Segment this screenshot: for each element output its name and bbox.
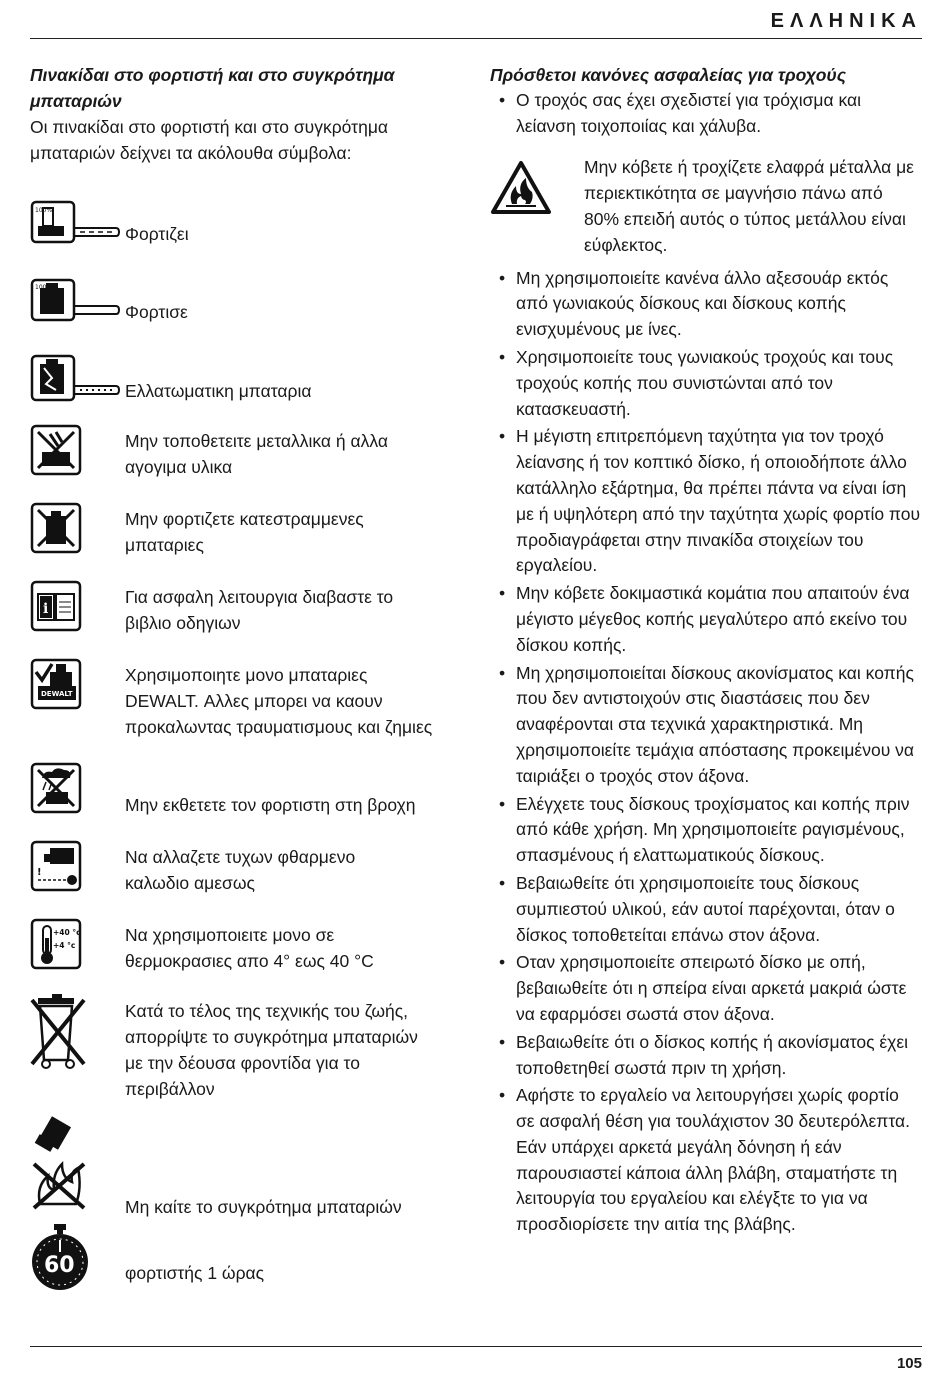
dewalt-battery-only-icon [30, 658, 82, 710]
symbol-text-charging: Φορτιζει [125, 224, 189, 244]
list-item: • Βεβαιωθείτε ότι χρησιμοποιείτε τους δίσκους συμπιεστού υλικού, εάν αυτοί παρέχονται, όταν ο δίσκος τοποθετείται επάνω στον άξονα. [490, 871, 922, 948]
footer-rule [30, 1346, 922, 1347]
charged-icon [30, 278, 120, 322]
symbol-text-no-metal: Μην τοποθετειτε μεταλλικα ή αλλα αγογιμα υλικα [125, 431, 388, 477]
list-item: • Αφήστε το εργαλείο να λειτουργήσει χωρίς φορτίο σε ασφαλή θέση για τουλάχιστον 30 δευτερόλεπτα. Εάν υπάρχει αρκετά μεγάλη δόνηση ή εάν παρουσιαστεί κάποια άλλη βλάβη, σταματήστε τη λειτουργία του εργαλείου και ελέγξτε το για να προσδιορίσετε την αιτία της βλάβης. [490, 1083, 922, 1238]
symbol-text-no-damaged: Μην φορτιζετε κατεστραμμενες μπαταριες [125, 509, 364, 555]
symbol-text-bin: Κατά το τέλος της τεχνικής του ζωής, απορρίψτε το συγκρότημα μπαταριών με την δέουσα φροντίδα για το περιβάλλον [125, 1001, 418, 1099]
svg-text:!: ! [37, 867, 42, 878]
symbol-text-dewalt-only: Χρησιμοποιητε μονο μπαταριες DEWALT. Αλλες μπορει να καουν προκαλωντας τραυματισμους και ζημιες [125, 665, 433, 737]
no-fire-icon [30, 1112, 90, 1212]
svg-text:100%: 100% [35, 207, 53, 214]
list-item: • Ο τροχός σας έχει σχεδιστεί για τρόχισμα και λείανση τοιχοποιίας και χάλυβα. [490, 88, 922, 140]
flammable-warning [490, 158, 922, 270]
safety-bullet-list [490, 266, 922, 1238]
symbol-text-timer: φορτιστής 1 ώρας [125, 1263, 265, 1283]
symbol-text-no-fire: Μη καίτε το συγκρότημα μπαταριών [125, 1197, 402, 1217]
temperature-range-icon [30, 918, 82, 970]
charging-icon [30, 200, 120, 244]
symbols-intro: Οι πινακίδαι στο φορτιστή και στο συγκρότημα μπαταριών δείχνει τα ακόλουθα σύμβολα: [30, 117, 389, 163]
symbols-heading: Πινακίδαι στο φορτιστή και στο συγκρότημα μπαταριών [30, 65, 395, 111]
list-item: • Η μέγιστη επιτρεπόμενη ταχύτητα για τον τροχό λείανσης ή τον κοπτικό δίσκο, ή οποιοδήποτε άλλο κατάλληλο εξάρτημα, θα πρέπει πάντα να είναι ίση με ή υψηλότερη από την ταχύτητα χωρίς φορτίο που προδιαγράφεται στην πινακίδα στοιχείων του εργαλείου. [490, 424, 922, 579]
defective-battery-icon [30, 354, 120, 402]
page-number: 105 [896, 1355, 922, 1372]
no-metal-objects-icon [30, 424, 82, 476]
symbol-text-defective: Ελλατωματικη μπαταρια [125, 381, 312, 401]
list-item: • Μη χρησιμοποιείται δίσκους ακονίσματος και κοπής που δεν αντιστοιχούν στις διαστάσεις που δεν αναφέρονται στα τεχνικά χαρακτηριστικά. Μη χρησιμοποιείτε τεμάχια απόστασης προκειμένου να ταιριάξει ο τροχός στον άξονα. [490, 661, 922, 790]
symbol-text-rain: Μην εκθετετε τον φορτιστη στη βροχη [125, 795, 416, 815]
page-language-header: ΕΛΛΗΝΙΚΑ [770, 10, 922, 32]
read-manual-icon [30, 580, 82, 632]
list-item: • Μην κόβετε δοκιμαστικά κομάτια που απαιτούν ένα μέγιστο μέγεθος κοπής μεγαλύτερο από εκείνο του δίσκου κοπής. [490, 581, 922, 658]
no-rain-icon [30, 762, 82, 814]
list-item: • Οταν χρησιμοποιείτε σπειρωτό δίσκο με οπή, βεβαιωθείτε ότι η σπείρα είναι αρκετά μακριά ώστε να εφαρμόσει σωστά στον άξονα. [490, 950, 922, 1027]
left-column [30, 62, 470, 1283]
symbol-text-cord: Να αλλαζετε τυχων φθαρμενο καλωδιο αμεσως [125, 847, 356, 893]
list-item: • Μη χρησιμοποιείτε κανένα άλλο αξεσουάρ εκτός από γωνιακούς δίσκους και δίσκους κοπής ενισχυμένους με ίνες. [490, 266, 922, 343]
svg-text:i: i [43, 601, 49, 617]
svg-text:+40 °c: +40 °c [53, 928, 81, 937]
crossed-bin-icon [30, 992, 86, 1072]
symbol-text-manual: Για ασφαλη λειτουργια διαβαστε το βιβλιο οδηγιων [125, 587, 394, 633]
flammable-warning-icon [490, 160, 552, 216]
header-rule [30, 38, 922, 39]
right-column [490, 62, 922, 1240]
list-item: • Ελέγχετε τους δίσκους τροχίσματος και κοπής πριν από κάθε χρήση. Μη χρησιμοποιείτε ραγισμένους, σπασμένους ή ελαττωματικούς δίσκους. [490, 792, 922, 869]
symbol-text-charged: Φορτισε [125, 302, 188, 322]
svg-text:DEWALT: DEWALT [41, 690, 73, 698]
replace-cord-icon [30, 840, 82, 892]
first-bullet-list [490, 88, 922, 140]
svg-text:+4 °c: +4 °c [53, 941, 76, 950]
list-item: • Βεβαιωθείτε ότι ο δίσκος κοπής ή ακονίσματος έχει τοποθετηθεί σωστά πριν τη χρήση. [490, 1030, 922, 1082]
symbol-text-temperature: Να χρησιμοποιειτε μονο σε θερμοκρασιες απο 4° εως 40 °C [125, 925, 374, 971]
no-damaged-battery-icon [30, 502, 82, 554]
grinder-safety-heading: Πρόσθετοι κανόνες ασφαλείας για τροχούς [490, 65, 847, 85]
list-item: • Χρησιμοποιείτε τους γωνιακούς τροχούς και τους τροχούς κοπής που συνιστώνται από τον κατασκευαστή. [490, 345, 922, 422]
flammable-warning-text: Μην κόβετε ή τροχίζετε ελαφρά μέταλλα με περιεκτικότητα σε μαγνήσιο πάνω από 80% επειδή αυτός ο τύπος μετάλλου είναι εύφλεκτος. [584, 156, 914, 255]
svg-text:60: 60 [44, 1253, 75, 1278]
svg-text:100%: 100% [35, 284, 53, 291]
timer-60-icon [30, 1224, 90, 1294]
